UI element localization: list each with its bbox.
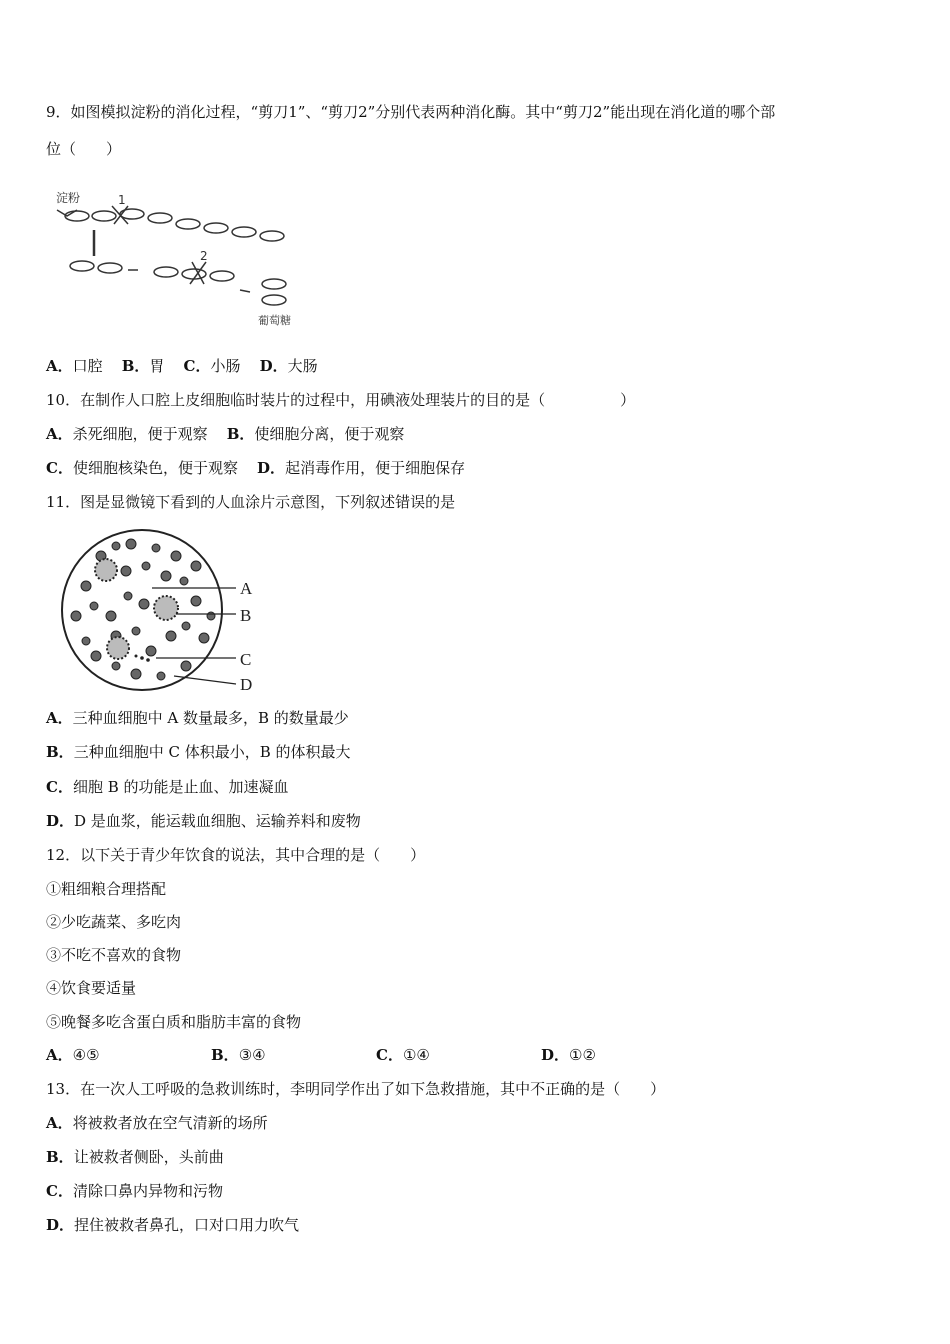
label-c: C (240, 650, 252, 669)
q11-option-d[interactable]: D．D 是血浆，能运载血细胞、运输养料和废物 (46, 812, 361, 830)
q10-options-row1 (46, 424, 404, 444)
q12-item-4: ④饮食要适量 (46, 979, 137, 997)
q12-option-a[interactable]: A．④⑤ (46, 1046, 100, 1064)
q10-option-b[interactable]: B．使细胞分离，便于观察 (226, 425, 405, 443)
q10-stem: 10．在制作人口腔上皮细胞临时装片的过程中，用碘液处理装片的目的是（ ） (46, 391, 636, 409)
q12-item-3: ③不吃不喜欢的食物 (46, 946, 182, 964)
label-a: A (240, 579, 253, 598)
glucose-label: 葡萄糖 (258, 314, 291, 327)
starch-digestion-figure (52, 188, 302, 333)
q10-option-d[interactable]: D．起消毒作用，便于细胞保存 (257, 459, 466, 477)
q12-item-1: ①粗细粮合理搭配 (46, 880, 167, 898)
svg-text:2: 2 (200, 249, 208, 263)
q13-option-c[interactable]: C．清除口鼻内异物和污物 (46, 1182, 223, 1200)
q11-option-b[interactable]: B．三种血细胞中 C 体积最小，B 的体积最大 (46, 743, 351, 761)
q10-option-a[interactable]: A．杀死细胞，便于观察 (46, 425, 208, 443)
scissors-1-icon (112, 206, 128, 224)
q12-stem: 12．以下关于青少年饮食的说法，其中合理的是（ ） (46, 846, 426, 864)
q9-options (46, 356, 318, 376)
q13-stem: 13．在一次人工呼吸的急救训练时，李明同学作出了如下急救措施，其中不正确的是（ ） (46, 1080, 666, 1098)
q12-option-b[interactable]: B．③④ (211, 1046, 266, 1064)
q13-option-d[interactable]: D．捏住被救者鼻孔，口对口用力吹气 (46, 1216, 300, 1234)
q13-option-b[interactable]: B．让被救者侧卧，头前曲 (46, 1148, 224, 1166)
q9-option-b[interactable]: B．胃 (121, 357, 165, 375)
q10-option-c[interactable]: C．使细胞核染色，便于观察 (46, 459, 238, 477)
q9-option-a[interactable]: A．口腔 (46, 357, 103, 375)
q9-option-c[interactable]: C．小肠 (183, 357, 241, 375)
q9-option-d[interactable]: D．大肠 (259, 357, 318, 375)
q12-option-c[interactable]: C．①④ (376, 1046, 430, 1064)
q9-stem-line1: 9．如图模拟淀粉的消化过程，“剪刀1”、“剪刀2”分别代表两种消化酶。其中“剪刀2”能出现在消化道的哪个部 (46, 103, 776, 121)
q11-option-a[interactable]: A．三种血细胞中 A 数量最多，B 的数量最少 (46, 709, 349, 727)
q13-option-a[interactable]: A．将被救者放在空气清新的场所 (46, 1114, 268, 1132)
q11-option-c[interactable]: C．细胞 B 的功能是止血、加速凝血 (46, 778, 289, 796)
q12-item-5: ⑤晚餐多吃含蛋白质和脂肪丰富的食物 (46, 1013, 302, 1031)
label-d: D (240, 675, 253, 694)
starch-label: 淀粉 (56, 191, 81, 205)
q12-item-2: ②少吃蔬菜、多吃肉 (46, 913, 182, 931)
q12-option-d[interactable]: D．①② (541, 1046, 596, 1064)
blood-smear-figure (56, 526, 276, 698)
q11-stem: 11．图是显微镜下看到的人血涂片示意图，下列叙述错误的是 (46, 493, 456, 511)
q10-options-row2 (46, 458, 465, 478)
q9-stem-line2: 位（ ） (46, 140, 122, 158)
label-b: B (240, 606, 252, 625)
svg-text:1: 1 (118, 193, 126, 207)
scissors-2-icon (190, 262, 206, 284)
